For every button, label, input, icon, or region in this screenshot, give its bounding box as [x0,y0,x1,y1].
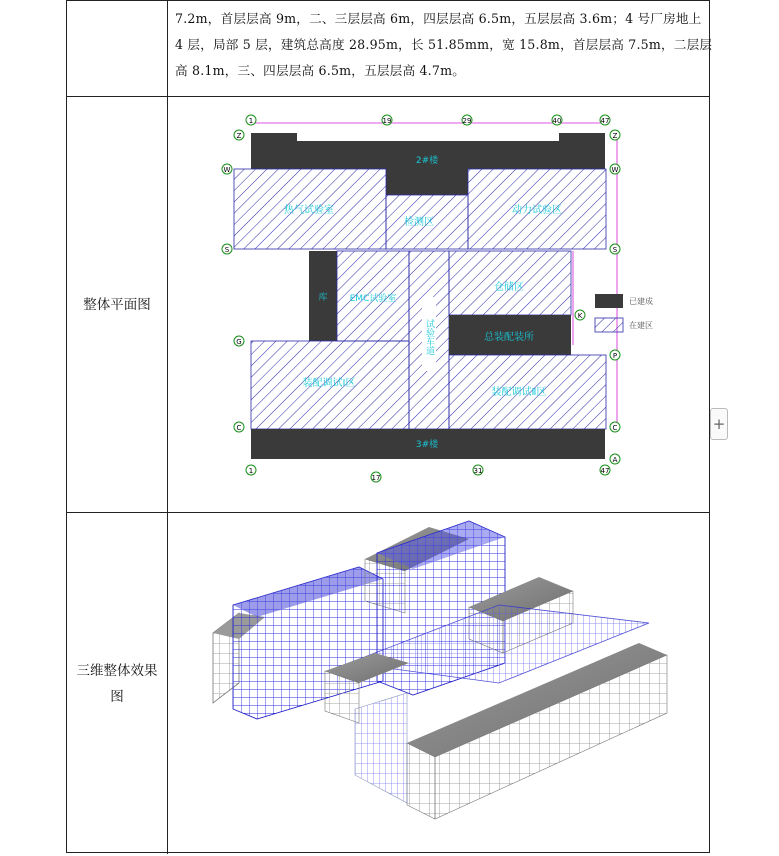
legend-label: 已建成 [629,297,653,306]
svg-text:1: 1 [248,117,254,125]
zone-label: 装配调试Ⅱ区 [491,387,547,398]
description-line: 4 层，局部 5 层，建筑总高度 28.95m，长 51.85mm，宽 15.8m，首层层高 7.5m，二层层 [175,37,713,52]
row-label-3d-line: 三维整体效果 [76,662,158,679]
axis-bubble [610,130,620,140]
svg-text:S: S [224,246,230,254]
axis-bubble [246,465,256,475]
description-line: 高 8.1m，三、四层层高 6.5m，五层层高 4.7m。 [175,63,466,78]
svg-text:19: 19 [382,117,392,125]
3d-model-rendering [169,513,709,854]
table-row-plan [67,97,709,513]
svg-text:47: 47 [600,467,610,475]
axis-bubble [610,164,620,174]
axis-bubble [234,130,244,140]
row-label-empty [67,1,168,96]
svg-text:47: 47 [600,117,610,125]
axis-bubble [371,472,381,482]
legend-swatch-hatch [595,318,623,332]
description-line: 7.2m，首层层高 9m，二、三层层高 6m，四层层高 6.5m，五层层高 3.6m；4 号厂房地上 [175,11,702,26]
site-plan-drawing [169,97,709,513]
row-label-plan: 整体平面图 [67,97,168,512]
svg-text:Z: Z [612,132,618,140]
zone-label: 检测区 [404,217,434,228]
svg-text:40: 40 [552,117,562,125]
axis-bubble [610,422,620,432]
table-row-description [67,1,713,97]
axis-bubble [246,115,256,125]
svg-text:31: 31 [473,467,483,475]
light-frame-front [355,693,407,803]
svg-text:G: G [236,338,242,346]
svg-text:W: W [611,166,619,174]
zone-label: 总装配装所 [484,332,534,343]
axis-bubble [552,115,562,125]
zone-label: EMC试验室 [349,294,397,304]
zone-label: 装配调试Ⅰ区 [302,378,356,389]
row-label-3d-line: 图 [110,688,124,705]
svg-text:C: C [612,424,618,432]
svg-text:1: 1 [248,467,254,475]
legend-label: 在建区 [629,321,653,330]
svg-text:Z: Z [236,132,242,140]
zone-label: 仓储区 [494,282,524,293]
axis-bubble [462,115,472,125]
row-label-3d [67,513,168,854]
svg-text:W: W [223,166,231,174]
axis-bubble [234,336,244,346]
svg-text:A: A [612,456,618,464]
svg-text:C: C [236,424,242,432]
zone-label: 3#楼 [415,440,439,450]
add-button[interactable]: + [710,408,728,440]
zone-label: 动力试验区 [512,205,562,216]
axis-bubble [222,244,232,254]
svg-text:S: S [612,246,618,254]
svg-text:K: K [577,312,583,320]
zone-label: 库 [318,293,328,303]
axis-bubble [600,465,610,475]
svg-text:P: P [612,352,618,360]
axis-bubble [610,454,620,464]
axis-bubble [473,465,483,475]
zone-label: 热气试验室 [284,205,334,216]
model-image-cell [169,513,709,854]
table-row-3d-model [67,513,709,854]
plan-drawing-cell [169,97,709,512]
solid-block-top-center [386,169,468,195]
legend-swatch-solid [595,294,623,308]
zone-label: 2#楼 [415,156,439,166]
axis-bubble [610,244,620,254]
description-paragraph [169,1,713,96]
axis-bubble [600,115,610,125]
axis-bubble [234,422,244,432]
axis-bubble [575,310,585,320]
axis-bubble [382,115,392,125]
document-table [66,0,713,853]
zone-label: 试验车道 [424,319,434,355]
svg-text:17: 17 [371,474,381,482]
svg-text:29: 29 [462,117,472,125]
axis-bubble [610,350,620,360]
axis-bubble [222,164,232,174]
